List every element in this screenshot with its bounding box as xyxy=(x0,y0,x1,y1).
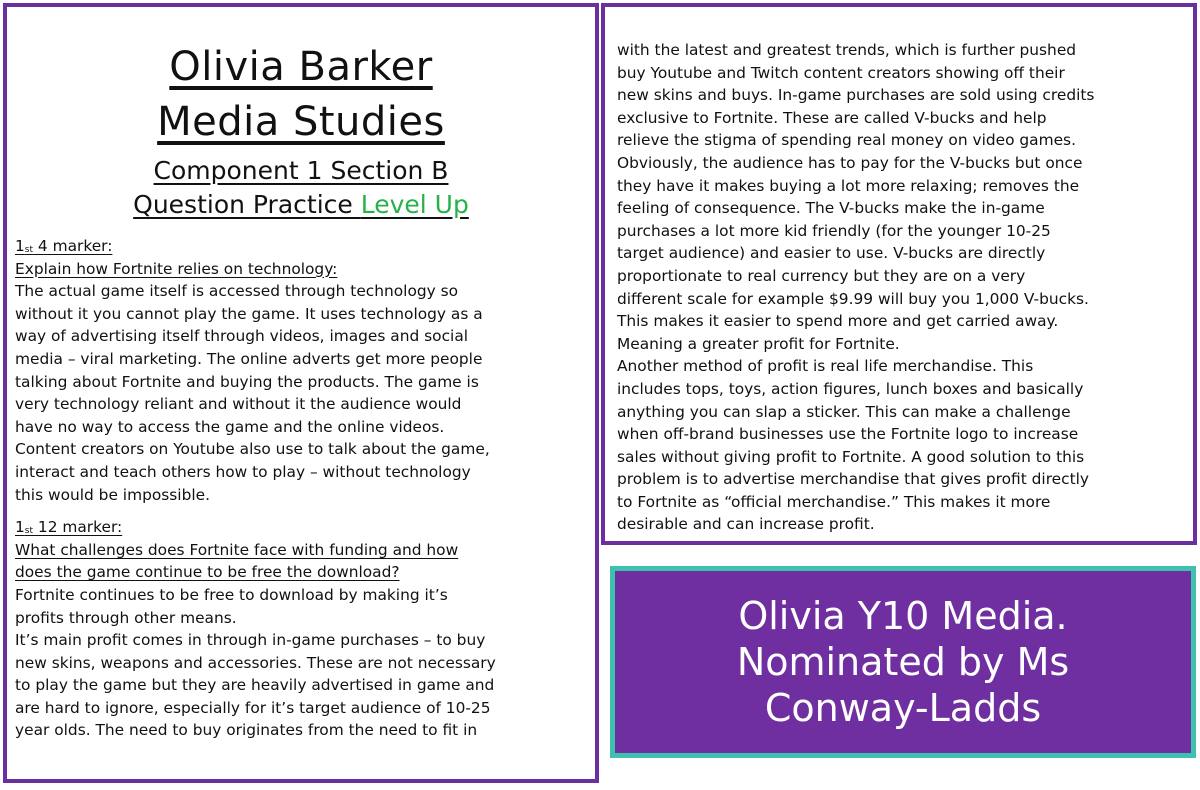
answer-line: target audience) and easier to use. V-bucks are directly xyxy=(617,244,1046,263)
answer-line: when off-brand businesses use the Fortnite logo to increase xyxy=(617,425,1079,444)
answer-line: to play the game but they are heavily advertised in game and xyxy=(15,676,495,695)
answer-line: desirable and can increase profit. xyxy=(617,515,875,534)
answer-line: Content creators on Youtube also use to talk about the game, xyxy=(15,440,490,459)
subject-title: Media Studies xyxy=(157,99,445,145)
question-2-section xyxy=(7,516,595,742)
answer-line: Obviously, the audience has to pay for the V-bucks but once xyxy=(617,153,1083,172)
level-up-label: Level Up xyxy=(360,190,469,219)
answer-line: very technology reliant and without it the audience would xyxy=(15,395,462,414)
title-block xyxy=(7,7,595,221)
answer-line: includes tops, toys, action figures, lunch boxes and basically xyxy=(617,379,1084,398)
answer-line: Meaning a greater profit for Fortnite. xyxy=(617,334,900,353)
answer-line: to Fortnite as “official merchandise.” This makes it more xyxy=(617,492,1051,511)
answer-line: they have it makes buying a lot more relaxing; removes the xyxy=(617,176,1080,195)
component-subtitle: Component 1 Section B xyxy=(153,156,449,185)
document-page-left xyxy=(3,3,599,783)
answer-line: interact and teach others how to play – without technology xyxy=(15,462,471,481)
answer-line: media – viral marketing. The online adverts get more people xyxy=(15,349,483,368)
question-2-marker: 1st 12 marker: xyxy=(15,518,123,537)
answer-line: year olds. The need to buy originates from the need to fit in xyxy=(15,721,478,740)
answer-line: way of advertising itself through videos, images and social xyxy=(15,327,469,346)
practice-subtitle: Question Practice Level Up xyxy=(133,190,469,219)
answer-line: new skins, weapons and accessories. These are not necessary xyxy=(15,653,496,672)
answer-line: buy Youtube and Twitch content creators showing off their xyxy=(617,63,1065,82)
answer-line: this would be impossible. xyxy=(15,485,210,504)
answer-line: sales without giving profit to Fortnite. A good solution to this xyxy=(617,447,1085,466)
answer-line: talking about Fortnite and buying the products. The game is xyxy=(15,372,479,391)
document-page-right xyxy=(601,3,1197,545)
answer-line: This makes it easier to spend more and get carried away. xyxy=(617,312,1059,331)
answer-line: anything you can slap a sticker. This can make a challenge xyxy=(617,402,1071,421)
answer-line: Another method of profit is real life merchandise. This xyxy=(617,357,1034,376)
nomination-banner xyxy=(610,566,1196,758)
answer-line: The actual game itself is accessed through technology so xyxy=(15,282,459,301)
question-1-section xyxy=(7,235,595,506)
nomination-text xyxy=(737,593,1069,731)
answer-line: proportionate to real currency but they are on a very xyxy=(617,266,1026,285)
answer-line: without it you cannot play the game. It uses technology as a xyxy=(15,304,483,323)
author-name: Olivia Barker xyxy=(169,44,433,90)
question-2-text-line: What challenges does Fortnite face with funding and how xyxy=(15,540,459,559)
question-1-text: Explain how Fortnite relies on technology: xyxy=(15,259,338,278)
answer-line: It’s main profit comes in through in-game purchases – to buy xyxy=(15,631,486,650)
answer-line: different scale for example $9.99 will buy you 1,000 V-bucks. xyxy=(617,289,1089,308)
answer-line: purchases a lot more kid friendly (for the younger 10-25 xyxy=(617,221,1051,240)
answer-line: problem is to advertise merchandise that gives profit directly xyxy=(617,470,1090,489)
answer-line: relieve the stigma of spending real money on video games. xyxy=(617,131,1076,150)
question-1-answer xyxy=(15,280,587,506)
answer-line: Fortnite continues to be free to download by making it’s xyxy=(15,585,448,604)
answer-line: feeling of consequence. The V-bucks make the in-game xyxy=(617,199,1045,218)
answer-line: profits through other means. xyxy=(15,608,237,627)
answer-line: with the latest and greatest trends, which is further pushed xyxy=(617,41,1077,59)
nomination-line: Conway-Ladds xyxy=(764,686,1042,730)
nomination-line: Nominated by Ms xyxy=(736,640,1070,684)
answer-line: are hard to ignore, especially for it’s target audience of 10-25 xyxy=(15,698,491,717)
question-2-text-line: does the game continue to be free the download? xyxy=(15,563,400,582)
answer-line: exclusive to Fortnite. These are called V-bucks and help xyxy=(617,108,1047,127)
question-1-marker: 1st 4 marker: xyxy=(15,237,113,255)
answer-continuation xyxy=(605,7,1193,536)
answer-line: new skins and buys. In-game purchases are sold using credits xyxy=(617,86,1095,105)
answer-line: have no way to access the game and the online videos. xyxy=(15,417,445,436)
nomination-line: Olivia Y10 Media. xyxy=(738,594,1068,638)
question-2-answer xyxy=(15,584,587,742)
